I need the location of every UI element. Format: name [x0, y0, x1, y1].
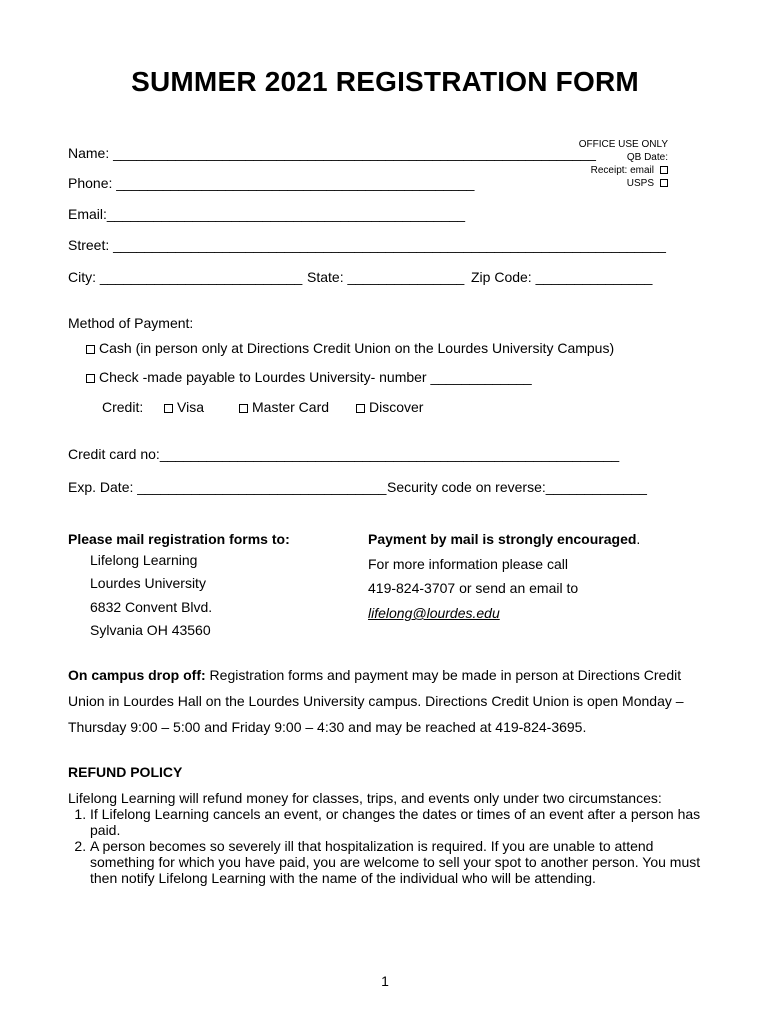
- mail-encouraged-heading: Payment by mail is strongly encouraged: [368, 531, 637, 547]
- credit-card-number-field[interactable]: Credit card no:___________________________________________________________: [68, 446, 620, 462]
- cash-checkbox[interactable]: [86, 345, 95, 354]
- mail-heading: Please mail registration forms to:: [68, 531, 290, 547]
- receipt-email-row: [579, 164, 668, 177]
- email-link[interactable]: lifelong@lourdes.edu: [368, 605, 500, 621]
- visa-checkbox[interactable]: [164, 404, 173, 413]
- zip-field[interactable]: Zip Code: _______________: [471, 269, 653, 285]
- mastercard-checkbox[interactable]: [239, 404, 248, 413]
- name-field[interactable]: Name: ______________________________________________________________: [68, 145, 596, 161]
- info-line: 419-824-3707 or send an email to: [368, 580, 579, 596]
- discover-checkbox[interactable]: [356, 404, 365, 413]
- usps-row: [579, 177, 668, 190]
- refund-heading: REFUND POLICY: [68, 764, 183, 780]
- mail-encouraged-note: [368, 531, 640, 547]
- mail-encouraged-period: .: [636, 531, 641, 547]
- usps-checkbox[interactable]: [660, 179, 668, 187]
- receipt-email-label: Receipt: email: [590, 165, 654, 176]
- check-option[interactable]: [86, 369, 532, 385]
- exp-date-field[interactable]: Exp. Date: ________________________________: [68, 479, 387, 495]
- mastercard-option[interactable]: [239, 399, 329, 415]
- page-number: 1: [381, 973, 389, 989]
- info-line: For more information please call: [368, 556, 568, 572]
- refund-item: 1. If Lifelong Learning cancels an event, or changes the dates or times of an event after a person has paid.: [90, 806, 702, 838]
- security-code-field[interactable]: Security code on reverse:_____________: [387, 479, 647, 495]
- refund-intro: Lifelong Learning will refund money for classes, trips, and events only under two circumstances:: [68, 790, 662, 806]
- email-field[interactable]: Email:______________________________________________: [68, 206, 466, 222]
- receipt-email-checkbox[interactable]: [660, 166, 668, 174]
- mail-address-line: Lifelong Learning: [90, 552, 198, 568]
- mail-address-line: Sylvania OH 43560: [90, 622, 211, 638]
- refund-policy: [68, 790, 702, 886]
- city-field[interactable]: City: __________________________: [68, 269, 303, 285]
- discover-option[interactable]: [356, 399, 423, 415]
- visa-option[interactable]: [164, 399, 204, 415]
- refund-item: 2. A person becomes so severely ill that hospitalization is required. If you are unable to attend something for which you have paid, you are welcome to sell your spot to another person. You must then notify Lifelong Learning with the name of the individual who will be attending.: [90, 838, 702, 886]
- dropoff-text: Registration forms and payment may be made in person at Directions Credit Union in Lourdes Hall on the Lourdes University campus. Directions Credit Union is open Monday – Thursday 9:00 – 5:00 and Friday 9:00 – 4:30 and may be reached at 419-824-3695.: [68, 667, 684, 735]
- qb-date-label: QB Date:: [626, 152, 668, 163]
- state-field[interactable]: State: _______________: [307, 269, 465, 285]
- check-label: Check -made payable to Lourdes University- number _____________: [99, 369, 532, 385]
- visa-label: Visa: [177, 399, 204, 415]
- street-field[interactable]: Street: _______________________________________________________________________: [68, 237, 666, 253]
- phone-field[interactable]: Phone: ______________________________________________: [68, 175, 475, 191]
- mail-address-line: Lourdes University: [90, 575, 206, 591]
- dropoff-paragraph: [68, 662, 704, 740]
- office-use-heading: OFFICE USE ONLY: [578, 139, 668, 150]
- cash-option[interactable]: [86, 340, 614, 356]
- dropoff-heading: On campus drop off:: [68, 667, 206, 683]
- usps-label: USPS: [626, 178, 654, 189]
- discover-label: Discover: [369, 399, 424, 415]
- payment-method-heading: Method of Payment:: [68, 315, 194, 331]
- cash-label: Cash (in person only at Directions Credit Union on the Lourdes University Campus): [99, 340, 615, 356]
- credit-label: Credit:: [102, 399, 144, 415]
- mail-address-line: 6832 Convent Blvd.: [90, 599, 213, 615]
- mastercard-label: Master Card: [252, 399, 330, 415]
- page-title: SUMMER 2021 REGISTRATION FORM: [131, 66, 639, 97]
- check-checkbox[interactable]: [86, 374, 95, 383]
